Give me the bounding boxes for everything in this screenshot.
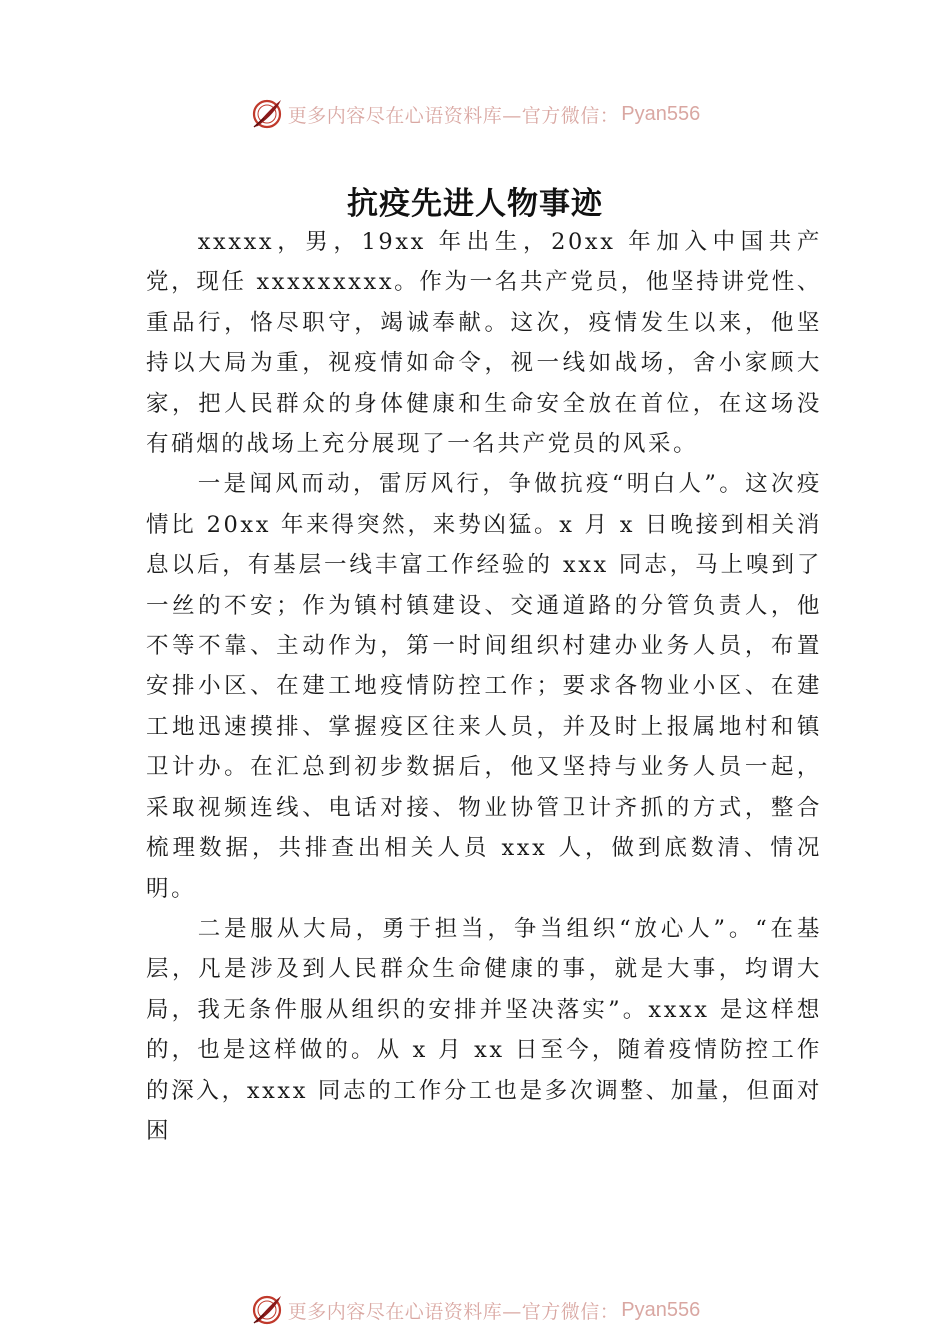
paragraph-second-point: 二是服从大局，勇于担当，争当组织“放心人”。“在基层，凡是涉及到人民群众生命健康的事，就是大事，均谓大局，我无条件服从组织的安排并坚决落实”。xxxx 是这样想的，也是这样做的。从 x 月 xx 日至今，随着疫情防控工作的深入，xxxx 同志的工作分工也是多次调整、加量，但面对困: [146, 915, 822, 1144]
quill-pen-icon: [250, 97, 284, 131]
page-title: 抗疫先进人物事迹: [347, 186, 603, 222]
paragraph-first-point: 一是闻风而动，雷厉风行，争做抗疫“明白人”。这次疫情比 20xx 年来得突然，来势凶猛。x 月 x 日晚接到相关消息以后，有基层一线丰富工作经验的 xxx 同志，马上嗅到了一丝的不安；作为镇村镇建设、交通道路的分管负责人，他不等不靠、主动作为，第一时间组织村建办业务人员，布置安排小区、在建工地疫情防控工作；要求各物业小区、在建工地迅速摸排、掌握疫区往来人员，并及时上报属地村和镇卫计办。在汇总到初步数据后，他又坚持与业务人员一起，采取视频连线、电话对接、物业协管卫计齐抓的方式，整合梳理数据，共排查出相关人员 xxx 人，做到底数清、情况明。: [146, 471, 822, 902]
document-body: [146, 222, 822, 1151]
footer-banner: [0, 1290, 950, 1330]
header-banner: [0, 94, 950, 134]
paragraph-intro: xxxxx，男，19xx 年出生，20xx 年加入中国共产党，现任 xxxxxxxxx。作为一名共产党员，他坚持讲党性、重品行，恪尽职守，竭诚奉献。这次，疫情发生以来，他坚持以大局为重，视疫情如命令，视一线如战场，舍小家顾大家，把人民群众的身体健康和生命安全放在首位，在这场没有硝烟的战场上充分展现了一名共产党员的风采。: [146, 229, 822, 458]
quill-pen-icon: [250, 1293, 284, 1327]
wechat-handle: Pyan556: [621, 1298, 701, 1321]
banner-text: 更多内容尽在心语资料库—官方微信：: [287, 104, 620, 127]
banner-text: 更多内容尽在心语资料库—官方微信：: [287, 1300, 620, 1323]
wechat-handle: Pyan556: [621, 102, 701, 125]
